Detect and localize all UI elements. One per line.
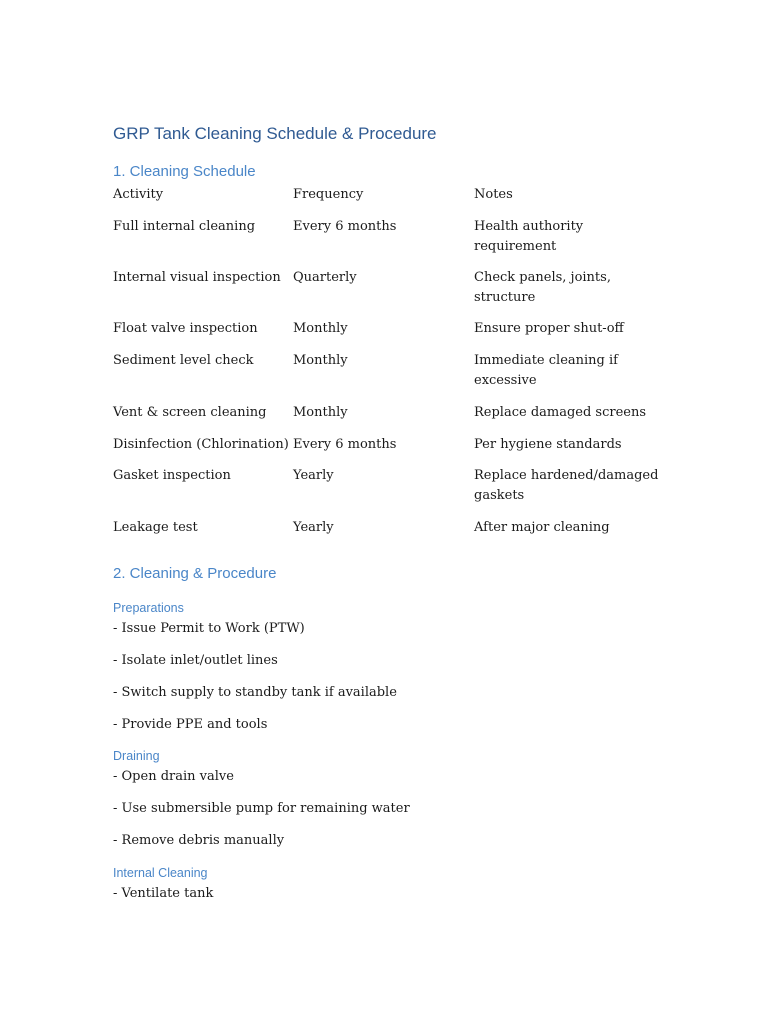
schedule-heading: 1. Cleaning Schedule	[113, 163, 256, 180]
subheading-draining: Draining	[113, 749, 160, 763]
list-item: - Use submersible pump for remaining water	[113, 801, 410, 816]
list-item: - Open drain valve	[113, 769, 234, 784]
column-header-frequency: Frequency	[293, 187, 364, 202]
list-item: - Isolate inlet/outlet lines	[113, 653, 278, 668]
table-cell-activity: Vent & screen cleaning	[113, 405, 267, 420]
table-cell-notes: Health authority requirement	[474, 219, 584, 254]
subheading-internal-cleaning: Internal Cleaning	[113, 866, 208, 880]
table-cell-notes: After major cleaning	[474, 520, 610, 535]
table-cell-frequency: Monthly	[293, 321, 348, 336]
list-item: - Provide PPE and tools	[113, 717, 268, 732]
table-cell-activity: Sediment level check	[113, 353, 254, 368]
table-cell-activity: Gasket inspection	[113, 468, 231, 483]
procedure-heading: 2. Cleaning & Procedure	[113, 565, 277, 582]
table-cell-frequency: Yearly	[293, 520, 334, 535]
table-cell-notes: Replace hardened/damaged gaskets	[474, 468, 659, 503]
list-item: - Issue Permit to Work (PTW)	[113, 621, 305, 636]
table-cell-activity: Leakage test	[113, 520, 198, 535]
table-cell-frequency: Every 6 months	[293, 219, 397, 234]
table-cell-activity: Internal visual inspection	[113, 270, 281, 285]
table-cell-notes: Ensure proper shut-off	[474, 321, 624, 336]
table-cell-notes: Per hygiene standards	[474, 437, 622, 452]
table-cell-notes: Immediate cleaning if excessive	[474, 353, 618, 388]
table-cell-frequency: Yearly	[293, 468, 334, 483]
table-cell-notes: Replace damaged screens	[474, 405, 647, 420]
column-header-activity: Activity	[113, 187, 164, 202]
list-item: - Remove debris manually	[113, 833, 285, 848]
table-cell-activity: Disinfection (Chlorination)	[113, 437, 289, 452]
column-header-notes: Notes	[474, 187, 513, 202]
table-cell-frequency: Monthly	[293, 353, 348, 368]
table-cell-frequency: Every 6 months	[293, 437, 397, 452]
table-cell-activity: Full internal cleaning	[113, 219, 256, 234]
table-cell-notes: Check panels, joints, structure	[474, 270, 611, 305]
list-item: - Ventilate tank	[113, 886, 214, 901]
list-item: - Switch supply to standby tank if available	[113, 685, 397, 700]
subheading-preparations: Preparations	[113, 601, 184, 615]
document-title: GRP Tank Cleaning Schedule & Procedure	[113, 124, 437, 143]
table-cell-frequency: Quarterly	[293, 270, 357, 285]
table-cell-activity: Float valve inspection	[113, 321, 258, 336]
table-cell-frequency: Monthly	[293, 405, 348, 420]
